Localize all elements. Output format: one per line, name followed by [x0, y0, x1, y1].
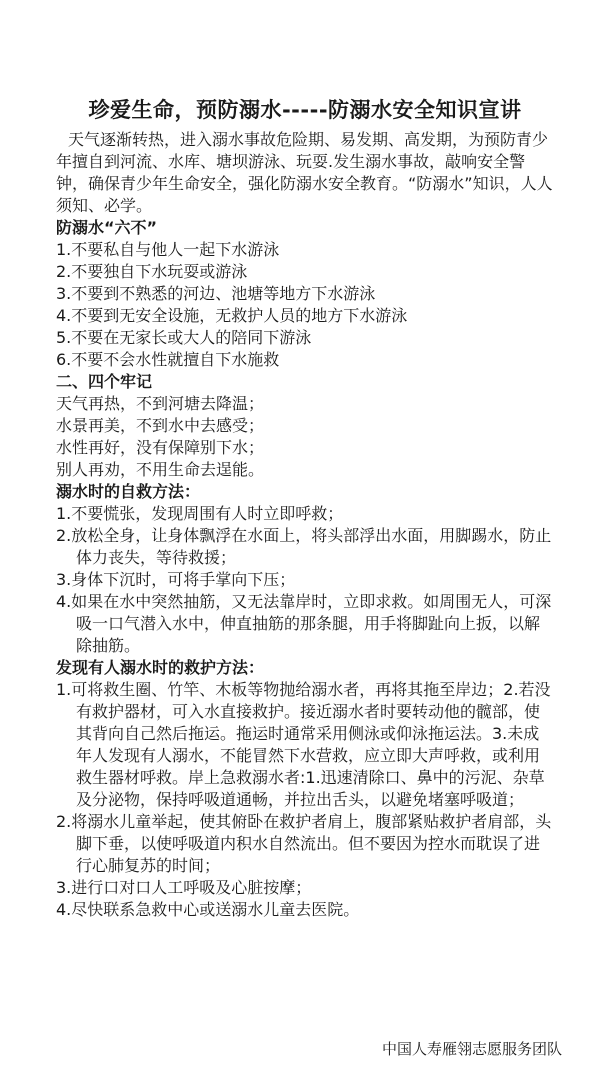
section-six-dont	[56, 217, 554, 371]
list-item: 1.不要慌张，发现周围有人时立即呼救；	[56, 504, 344, 523]
list-item: 1.可将救生圈、竹竿、木板等物抛给溺水者，再将其拖至岸边；2.若没有救护器材，可入水直接救护。接近溺水者时要转动他的髋部，使其背向自己然后拖运。拖运时通常采用侧泳或仰泳拖运法。3.未成年人发现有人溺水，不能冒然下水营救，应立即大声呼救，或利用救生器材呼救。岸上急救溺水者:1.迅速清除口、鼻中的污泥、杂草及分泌物，保持呼吸道通畅，并拉出舌头，以避免堵塞呼吸道；	[56, 680, 551, 809]
list-item: 4.不要到无安全设施，无救护人员的地方下水游泳	[56, 306, 408, 325]
list-item: 2.放松全身，让身体飘浮在水面上，将头部浮出水面，用脚踢水，防止体力丧失，等待救援；	[56, 526, 552, 567]
list-item: 2.将溺水儿童举起，使其俯卧在救护者肩上，腹部紧贴救护者肩部，头脚下垂，以使呼吸道内积水自然流出。但不要因为控水而耽误了进行心肺复苏的时间；	[56, 812, 552, 875]
list-item: 4.如果在水中突然抽筋，又无法靠岸时，立即求救。如周围无人，可深吸一口气潜入水中，伸直抽筋的那条腿，用手将脚趾向上扳，以解除抽筋。	[56, 592, 552, 655]
list-item: 1.不要私自与他人一起下水游泳	[56, 240, 280, 259]
section-self-rescue	[56, 481, 554, 657]
list-item: 3.身体下沉时，可将手掌向下压；	[56, 570, 296, 589]
footer-organization: 中国人寿雁翎志愿服务团队	[381, 1040, 562, 1058]
list-item: 6.不要不会水性就擅自下水施救	[56, 350, 280, 369]
list-item: 5.不要在无家长或大人的陪同下游泳	[56, 328, 312, 347]
section-heading: 溺水时的自救方法：	[56, 482, 201, 501]
section-heading: 发现有人溺水时的救护方法：	[56, 658, 265, 677]
list-item: 3.进行口对口人工呼吸及心脏按摩；	[56, 878, 312, 897]
document-body	[56, 97, 554, 921]
page-title: 珍爱生命，预防溺水-----防溺水安全知识宣讲	[88, 98, 522, 122]
list-item: 水景再美，不到水中去感受；	[56, 416, 265, 435]
section-four-remember	[56, 371, 554, 481]
list-item: 2.不要独自下水玩耍或游泳	[56, 262, 248, 281]
section-rescue-others	[56, 657, 554, 921]
list-item: 别人再劝，不用生命去逞能。	[56, 460, 265, 479]
intro-paragraph: 天气逐渐转热，进入溺水事故危险期、易发期、高发期，为预防青少年擅自到河流、水库、塘坝游泳、玩耍.发生溺水事故，敲响安全警钟，确保青少年生命安全，强化防溺水安全教育。“防溺水”知识，人人须知、必学。	[56, 130, 553, 215]
section-heading: 二、四个牢记	[56, 372, 153, 391]
list-item: 3.不要到不熟悉的河边、池塘等地方下水游泳	[56, 284, 376, 303]
section-heading: 防溺水“六不”	[56, 218, 158, 237]
list-item: 天气再热，不到河塘去降温；	[56, 394, 265, 413]
list-item: 水性再好，没有保障别下水；	[56, 438, 265, 457]
list-item: 4.尽快联系急救中心或送溺水儿童去医院。	[56, 900, 360, 919]
